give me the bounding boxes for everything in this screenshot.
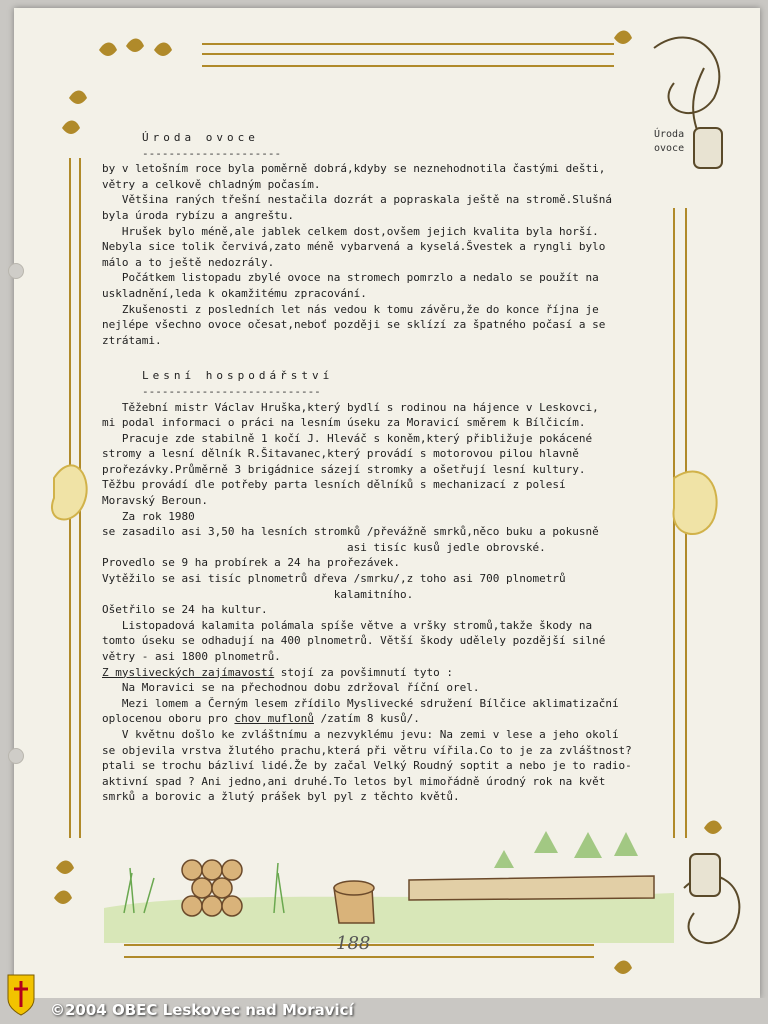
text-line: se objevila vrstva žlutého prachu,která při větru vířila.Co to je za zvláštnost? (102, 743, 632, 757)
hunting-rest: stojí za povšimnutí tyto : (274, 665, 453, 679)
text-line: stromy a lesní dělník R.Šitavanec,který provádí s motorovou pilou hlavně (102, 447, 579, 461)
text-line (102, 711, 662, 727)
copyright-text: ©2004 OBEC Leskovec nad Moravicí (50, 1001, 354, 1019)
forest-illustration (104, 831, 674, 943)
text-line: Těžební mistr Václav Hruška,který bydlí s rodinou na hájence v Leskovci, (102, 400, 599, 414)
page-number: 188 (336, 933, 371, 954)
text-line: Provedlo se 9 ha probírek a 24 ha prořezávek. (102, 556, 401, 570)
text-line: Na Moravici se na přechodnou dobu zdržoval říční orel. (102, 681, 480, 695)
text-line: Nebyla sice tolik červivá,zato méně vybarvená a kyselá.Švestek a ryngli bylo (102, 240, 606, 254)
text-line: Počátkem listopadu zbylé ovoce na stromech pomrzlo a nedalo se použít na (102, 271, 599, 285)
text-line (102, 665, 662, 681)
text-line: se zasadilo asi 3,50 ha lesních stromků /převážně smrků,něco buku a pokusně (102, 525, 599, 539)
heading-underline: --------------------- (142, 146, 282, 160)
document-page (14, 8, 760, 998)
text-line: Těžbu provádí dle potřeby parta lesních dělníků s mechanizací z polesí (102, 478, 566, 492)
text-line: asi tisíc kusů jedle obrovské. (102, 540, 546, 554)
mouflon-highlight: chov muflonů (234, 712, 314, 726)
hunting-title: Z mysliveckých zajímavostí (102, 665, 275, 679)
text-line: Většina raných třešní nestačila dozrát a popraskala ještě na stromě.Slušná (102, 193, 612, 207)
text-line: Hrušek bylo méně,ale jablek celkem dost,ovšem jejich kvalita byla horší. (102, 224, 599, 238)
text-line: prořezávky.Průměrně 3 brigádnice sázejí stromky a ošetřují lesní kultury. (102, 462, 586, 476)
typed-text (102, 130, 662, 805)
text-line: Zkušenosti z posledních let nás vedou k tomu závěru,že do konce října je (102, 302, 599, 316)
text-line: Vytěžilo se asi tisíc plnometrů dřeva /smrku/,z toho asi 700 plnometrů (102, 572, 566, 586)
text-line: byla úroda rybízu a angreštu. (102, 208, 295, 222)
text-line: Moravský Beroun. (102, 494, 208, 508)
text-line: větry - asi 1800 plnometrů. (102, 650, 281, 663)
text-line: ztrátami. (102, 333, 162, 347)
text-line: Pracuje zde stabilně 1 kočí J. Hleváč s koněm,který přibližuje pokácené (102, 431, 593, 445)
margin-note (654, 128, 714, 156)
text-line: tomto úseku se odhadují na 400 plnometrů. Větší škody udělely pozdější silné (102, 634, 606, 648)
text-line: by v letošním roce byla poměrně dobrá,kdyby se neznehodnotila častými dešti, (102, 162, 606, 176)
margin-note-line: Úroda (654, 129, 685, 140)
text-line: smrků a borovic a žlutý prášek byl pyl z těchto květů. (102, 790, 460, 804)
text-line: větry a celkově chladným počasím. (102, 177, 321, 191)
section-heading: Úroda ovoce (142, 131, 259, 144)
text-line: Mezi lomem a Černým lesem zřídilo Myslivecké sdružení Bílčice aklimatizační (102, 696, 619, 710)
text-line: málo a to ještě nedozrály. (102, 255, 275, 269)
text-line: Za rok 1980 (102, 509, 195, 523)
text-line: aktivní spad ? Ani jedno,ani druhé.To letos byl mimořádně úrodný rok na květ (102, 774, 606, 788)
margin-note-line: ovoce (654, 143, 685, 154)
text-line: V květnu došlo ke zvláštnímu a nezvyklému jevu: Na zemi v lese a jeho okolí (102, 727, 619, 741)
text-line: kalamitního. (102, 587, 414, 601)
text-line: ptali se trochu bázliví lidé.Že by začal Velký Roudný soptit a nebo je to radio- (102, 759, 632, 773)
mouflon-post: /zatím 8 kusů/. (313, 712, 420, 726)
text-line: uskladnění,leda k okamžitému zpracování. (102, 286, 367, 300)
text-line: Ošetřilo se 24 ha kultur. (102, 603, 268, 617)
text-line: Listopadová kalamita polámala spíše větve a vršky stromů,takže škody na (102, 618, 593, 632)
mouflon-pre: oplocenou oboru pro (102, 712, 235, 726)
text-line: mi podal informaci o práci na lesním úseku za Moravicí směrem k Bílčicím. (102, 416, 586, 430)
heading-underline: --------------------------- (142, 384, 321, 398)
text-line: nejlépe všechno ovoce očesat,neboť později se sklízí za špatného počasí a se (102, 318, 606, 332)
coat-of-arms-icon (6, 973, 36, 1017)
section-heading: Lesní hospodářství (142, 369, 334, 383)
